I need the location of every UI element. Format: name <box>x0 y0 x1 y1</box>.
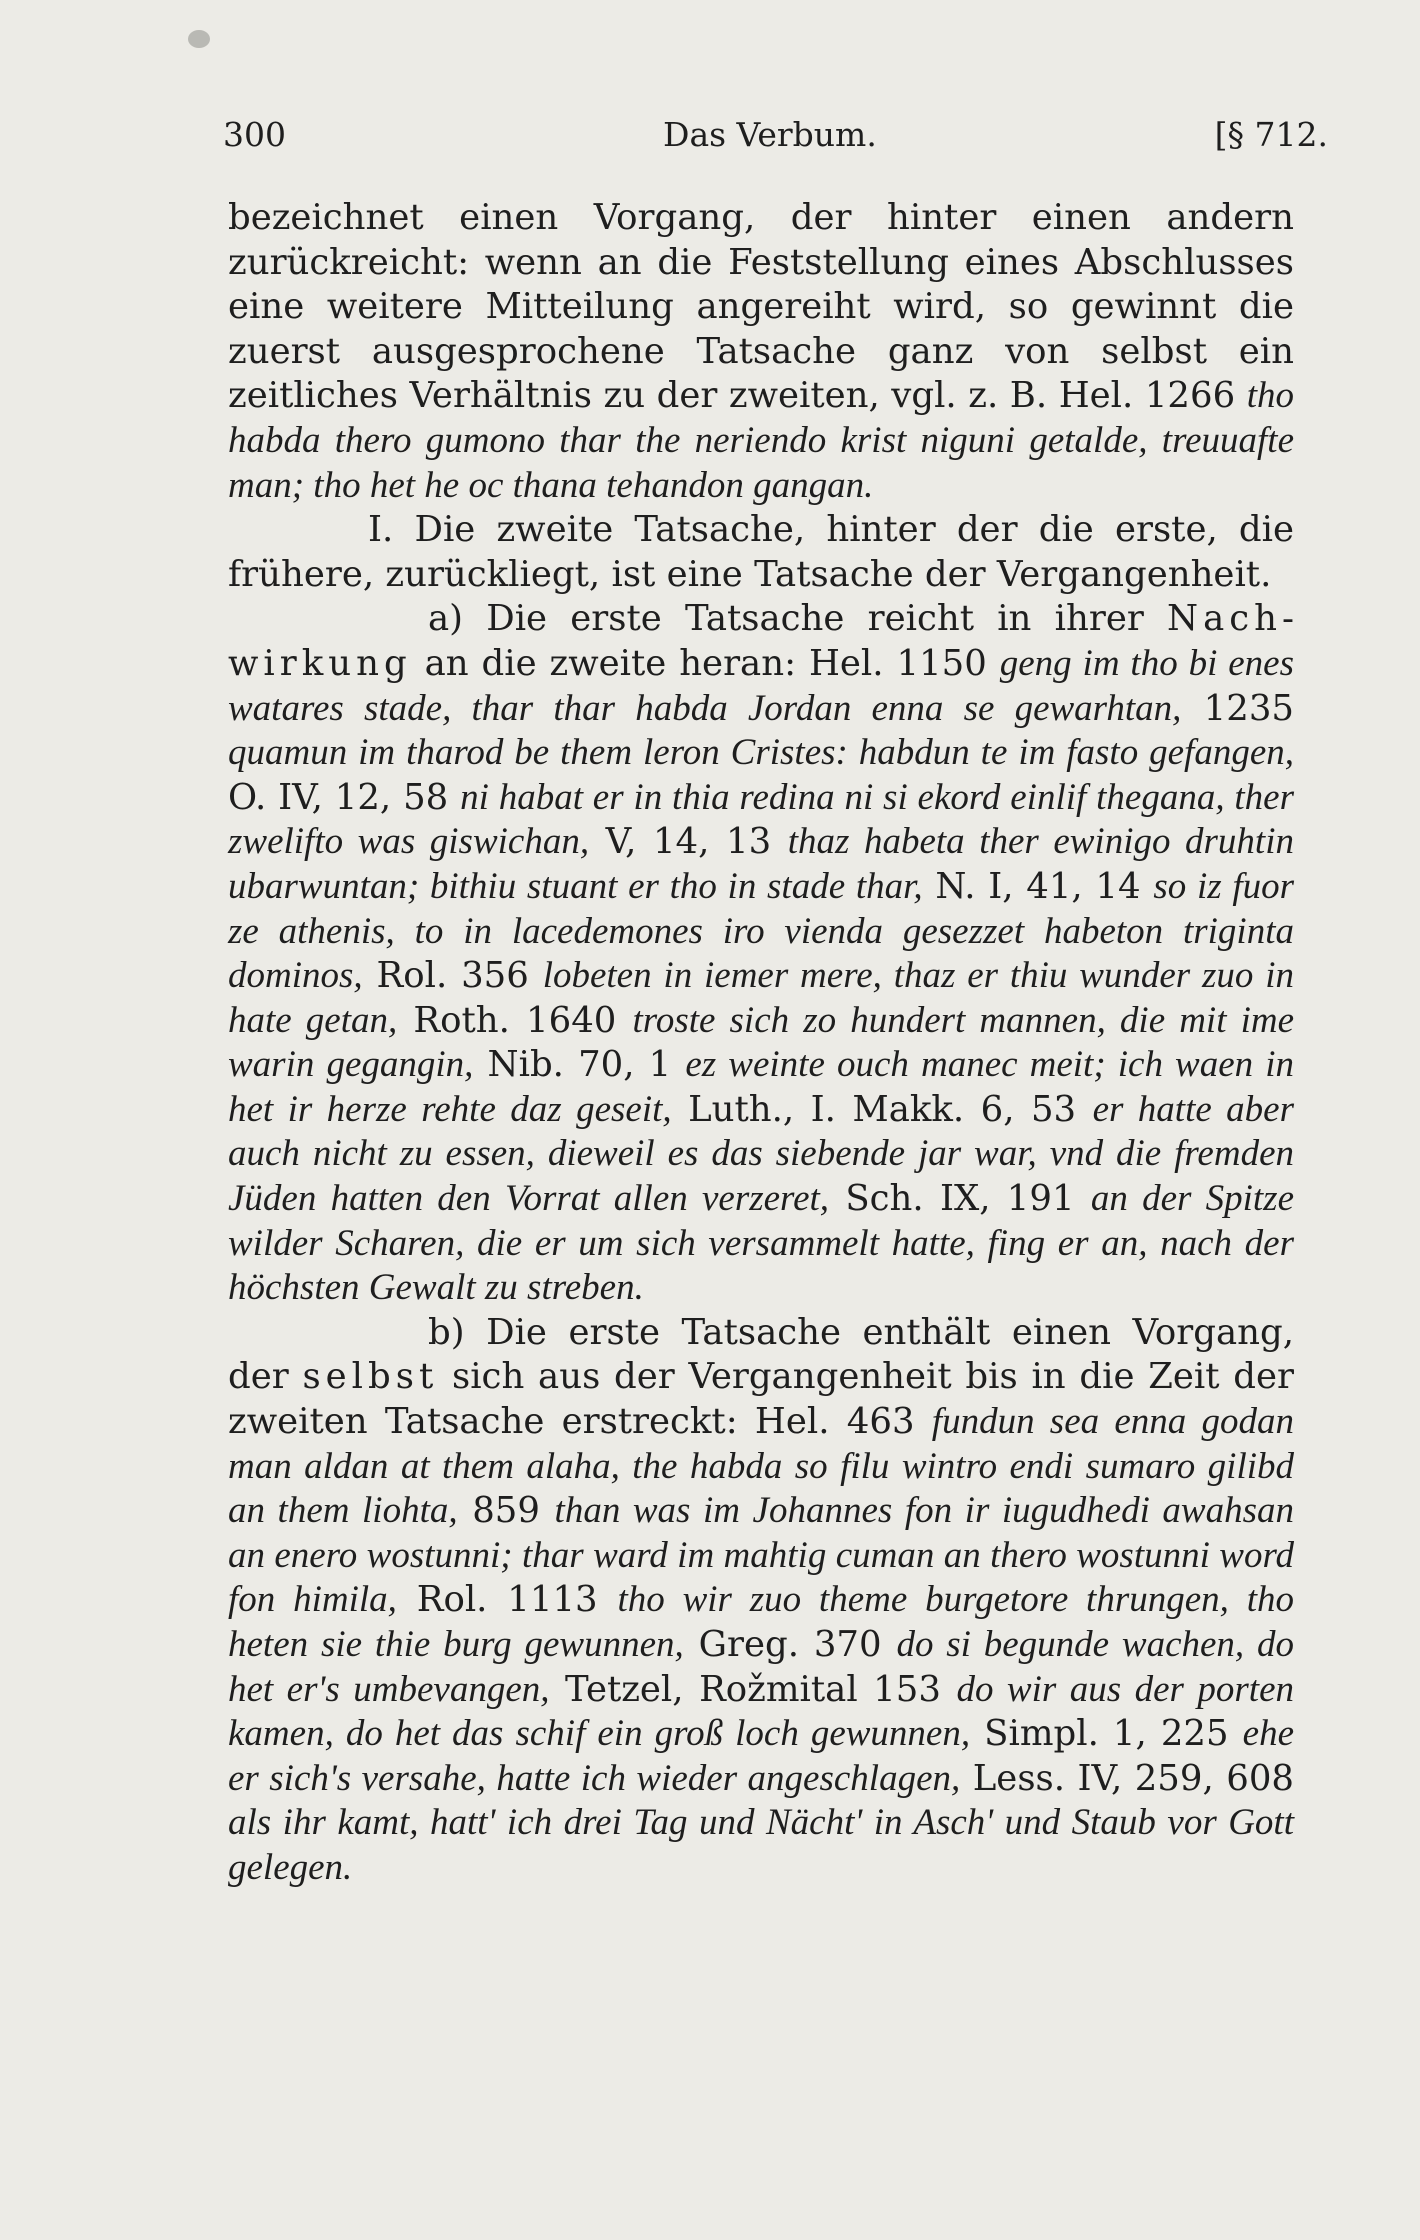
citation-quote: ni habat er in thia redina ni si ekord einlif thegana, ther zwelifto was giswichan, <box>228 776 1294 863</box>
text-run: b) Die erste Tatsache enthält einen Vorgang, der <box>228 1311 1294 1398</box>
text-run: an die zweite heran: Hel. 1150 <box>411 642 1000 684</box>
text-run: O. IV, 12, 58 <box>228 776 461 818</box>
text-run: Less. IV, 259, 608 <box>960 1757 1294 1799</box>
paragraph-subsection-b <box>228 1311 1294 1891</box>
citation-quote: do si begunde wachen, do het er's umbevangen, <box>228 1624 1294 1710</box>
text-run: V, 14, 13 <box>589 821 788 863</box>
text-run: Roth. 1640 <box>397 999 633 1041</box>
emphasized-term: selbst <box>302 1356 439 1398</box>
citation-quote: than was im Johannes fon ir iugudhedi awahsan an enero wostunni; thar ward im mahtig cuman an thero wostunni word fon himila, <box>228 1490 1295 1621</box>
ink-smudge <box>188 30 210 48</box>
emphasized-term: Nachwirkung <box>228 598 1294 684</box>
page-number: 300 <box>223 115 286 154</box>
citation-quote: so iz fuor ze athenis, to in lacedemones iro vienda gesezzet habeton triginta dominos, <box>228 865 1294 997</box>
citation-quote: geng im tho bi enes watares stade, thar thar habda Jordan enna se gewarhtan, <box>228 642 1294 729</box>
section-reference: [§ 712. <box>1214 115 1328 154</box>
citation-quote: do wir aus der porten kamen, do het das schif ein groß loch gewunnen, <box>228 1668 1294 1755</box>
citation-quote: lobeten in iemer mere, thaz er thiu wunder zuo in hate getan, <box>228 955 1294 1041</box>
text-run: Nib. 70, 1 <box>473 1044 686 1086</box>
body-text <box>228 196 1294 1891</box>
running-title: Das Verbum. <box>663 115 877 154</box>
text-run: Tetzel, Rožmital 153 <box>549 1668 957 1710</box>
text-run: Luth., I. Makk. 6, 53 <box>671 1088 1093 1130</box>
citation-quote: er hatte aber auch nicht zu essen, dieweil es das siebende jar war, vnd die fremden Jüden hatten den Vorrat allen verzeret, <box>228 1088 1295 1220</box>
citation-quote: ehe er sich's versahe, hatte ich wieder angeschlagen, <box>228 1713 1294 1799</box>
citation-quote: quamun im tharod be them leron Cristes: habdun te im fasto gefangen, <box>228 732 1294 774</box>
citation-quote: thaz habeta ther ewinigo druhtin ubarwuntan; bithiu stuant er tho in stade thar, <box>228 821 1294 907</box>
text-run: bezeichnet einen Vorgang, der hinter einen andern zurückreicht: wenn an die Feststellung eines Abschlusses eine weitere Mitteilung angereiht wird, so gewinnt die zuerst ausgesprochene Tatsache ganz von selbst ein zeitliches Verhältnis zu der zweiten, vgl. z. B. Hel. 1266 <box>228 197 1294 417</box>
text-run: N. I, 41, 14 <box>922 865 1154 907</box>
citation-quote: troste sich zo hundert mannen, die mit ime warin gegangin, <box>228 999 1295 1086</box>
citation-quote: ez weinte ouch manec meit; ich waen in het ir herze rehte daz geseit, <box>228 1044 1295 1130</box>
text-run: 859 <box>457 1490 555 1532</box>
running-head <box>223 112 1328 158</box>
paragraph-section-i <box>228 508 1294 597</box>
text-run: sich aus der Vergangenheit bis in die Zeit der zweiten Tatsache erstreckt: Hel. 463 <box>228 1356 1294 1443</box>
text-run: 1235 <box>1181 687 1294 729</box>
text-run: Rol. 1113 <box>396 1579 618 1621</box>
text-run: I. Die zweite Tatsache, hinter der die erste, die frühere, zurückliegt, ist eine Tatsache der Vergangenheit. <box>228 509 1294 595</box>
citation-quote: tho wir zuo theme burgetore thrungen, tho heten sie thie burg gewunnen, <box>228 1579 1294 1665</box>
text-run: Simpl. 1, 225 <box>970 1713 1243 1755</box>
paragraph-subsection-a <box>228 597 1294 1311</box>
citation-quote: als ihr kamt, hatt' ich drei Tag und Nächt' in Asch' und Staub vor Gott gelegen. <box>228 1802 1294 1888</box>
paragraph-continuation <box>228 196 1294 508</box>
text-run: Rol. 356 <box>362 955 543 997</box>
text-run: a) Die erste Tatsache reicht in ihrer <box>428 598 1168 640</box>
text-run: Sch. IX, 191 <box>829 1178 1091 1220</box>
text-run: Greg. 370 <box>683 1624 897 1665</box>
citation-quote: an der Spitze wilder Scharen, die er um sich versammelt hatte, fing er an, nach der höchsten Gewalt zu streben. <box>228 1178 1295 1309</box>
citation-quote: fundun sea enna godan man aldan at them alaha, the habda so filu wintro endi sumaro gilibd an them liohta, <box>228 1401 1294 1532</box>
citation-quote: tho habda thero gumono thar the neriendo krist niguni getalde, treuuafte man; tho het he oc thana tehandon gangan. <box>228 375 1294 506</box>
